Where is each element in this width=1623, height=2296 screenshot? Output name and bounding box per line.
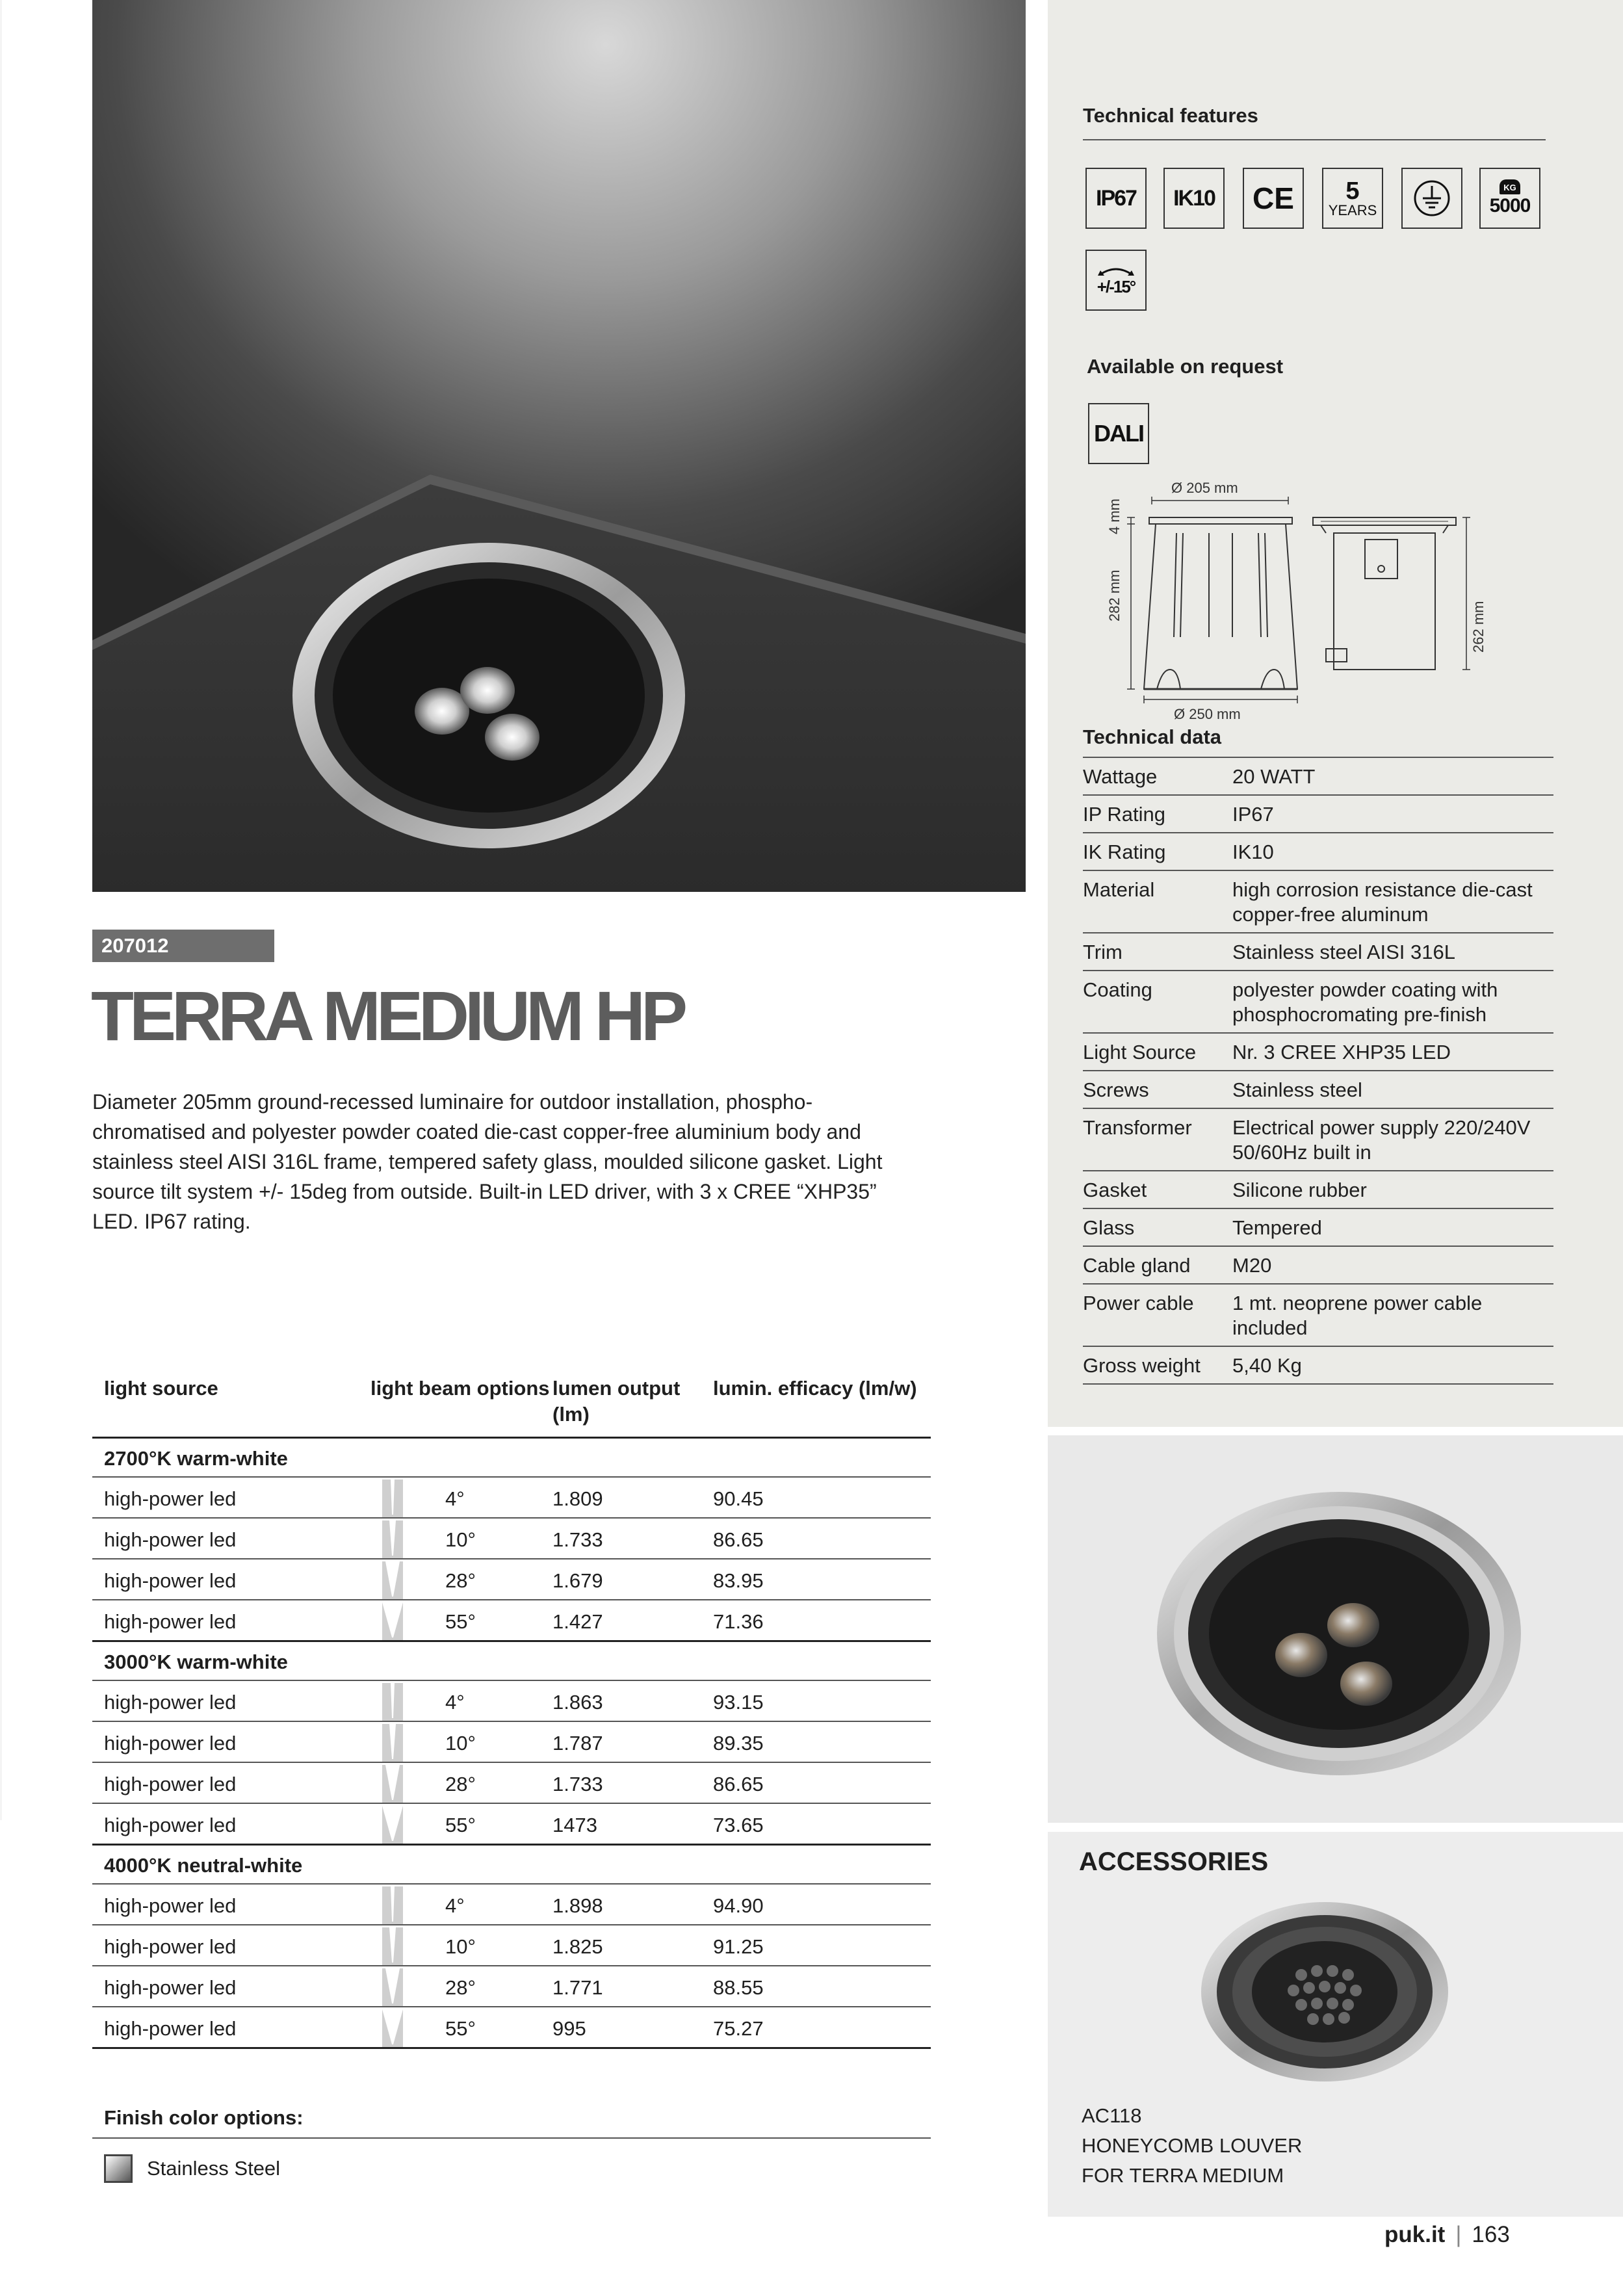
beam-angle-label: 4°	[445, 1894, 465, 1917]
brand-link[interactable]: puk.it	[1384, 2222, 1446, 2247]
data-value: IP67	[1232, 803, 1274, 826]
cell-light-source: high-power led	[104, 1814, 237, 1836]
data-value: Nr. 3 CREE XHP35 LED	[1232, 1041, 1451, 1063]
cell-beam	[370, 1885, 552, 1924]
accessory-line-2: FOR TERRA MEDIUM	[1082, 2164, 1284, 2187]
cell-light-source: high-power led	[104, 1610, 237, 1633]
divider	[1083, 139, 1546, 140]
data-row	[1083, 1246, 1553, 1283]
cell-light-source: high-power led	[104, 2017, 237, 2040]
cell-efficacy: 94.90	[713, 1894, 764, 1917]
table-row	[92, 1966, 931, 2007]
dali-icon: DALI	[1088, 403, 1149, 464]
beam-angle-label: 55°	[445, 2017, 476, 2040]
top-diameter-label: Ø 205 mm	[1171, 480, 1238, 496]
data-value: Silicone rubber	[1232, 1179, 1367, 1201]
cell-beam	[370, 2007, 552, 2047]
table-row	[92, 1925, 931, 1966]
data-key: Gross weight	[1083, 1354, 1201, 1377]
cell-light-source: high-power led	[104, 1773, 237, 1795]
cell-lumen: 995	[552, 2017, 586, 2040]
header-lumen-output: lumen output (lm)	[552, 1377, 681, 1426]
cell-lumen: 1473	[552, 1814, 597, 1836]
data-row	[1083, 1283, 1553, 1346]
data-key: IP Rating	[1083, 803, 1165, 826]
data-key: Gasket	[1083, 1179, 1147, 1201]
data-row	[1083, 832, 1553, 870]
data-value: M20	[1232, 1254, 1272, 1277]
data-key: Light Source	[1083, 1041, 1197, 1063]
cell-efficacy: 83.95	[713, 1569, 764, 1592]
data-row	[1083, 1208, 1553, 1246]
data-row	[1083, 794, 1553, 832]
ip67-icon: IP67	[1085, 168, 1147, 229]
table-end-rule	[1083, 1383, 1553, 1385]
cell-lumen: 1.787	[552, 1732, 603, 1755]
footer-separator: |	[1455, 2222, 1462, 2247]
cell-lumen: 1.733	[552, 1528, 603, 1551]
technical-features-title: Technical features	[1083, 104, 1258, 127]
cell-efficacy: 75.27	[713, 2017, 764, 2040]
cell-lumen: 1.863	[552, 1691, 603, 1714]
cell-beam	[370, 1600, 552, 1640]
data-key: Trim	[1083, 941, 1123, 963]
data-value: IK10	[1232, 841, 1274, 863]
bottom-diameter-label: Ø 250 mm	[1174, 706, 1241, 722]
cell-efficacy: 93.15	[713, 1691, 764, 1714]
cell-beam	[370, 1804, 552, 1844]
page-edge	[0, 0, 2, 1820]
data-value: 5,40 Kg	[1232, 1354, 1302, 1377]
table-row	[92, 2007, 931, 2049]
data-key: Cable gland	[1083, 1254, 1191, 1277]
data-row	[1083, 1170, 1553, 1208]
accessories-title: ACCESSORIES	[1079, 1847, 1269, 1876]
ik10-icon: IK10	[1163, 168, 1225, 229]
flange-label: 4 mm	[1106, 499, 1123, 534]
data-key: Coating	[1083, 978, 1152, 1001]
cell-efficacy: 71.36	[713, 1610, 764, 1633]
cell-beam	[370, 1478, 552, 1517]
tilt-arrow-icon	[1097, 264, 1136, 277]
cell-beam	[370, 1559, 552, 1599]
cell-efficacy: 86.65	[713, 1528, 764, 1551]
finish-option-label: Stainless Steel	[147, 2157, 281, 2180]
available-on-request-title: Available on request	[1087, 355, 1284, 378]
beam-angle-label: 55°	[445, 1610, 476, 1633]
page-number: 163	[1472, 2222, 1510, 2247]
product-code: 207012	[92, 930, 274, 962]
data-value: high corrosion resistance die-cast copper-free aluminum	[1232, 878, 1533, 926]
beam-angle-label: 28°	[445, 1773, 476, 1795]
table-row	[92, 1478, 931, 1519]
data-row	[1083, 870, 1553, 932]
beam-angle-label: 4°	[445, 1487, 465, 1510]
data-value: 20 WATT	[1232, 765, 1316, 788]
beam-angle-label: 10°	[445, 1732, 476, 1755]
data-row	[1083, 757, 1553, 794]
table-row	[92, 1885, 931, 1925]
data-value: Tempered	[1232, 1216, 1322, 1239]
load-value: 5000	[1489, 194, 1531, 216]
cell-lumen: 1.825	[552, 1935, 603, 1958]
accessory-description	[1082, 2101, 1302, 2191]
side-height-label: 262 mm	[1470, 601, 1487, 653]
data-row	[1083, 1346, 1553, 1383]
cell-lumen: 1.427	[552, 1610, 603, 1633]
header-beam-options: light beam options	[370, 1377, 550, 1400]
data-row	[1083, 1108, 1553, 1170]
cell-efficacy: 86.65	[713, 1773, 764, 1795]
cell-lumen: 1.733	[552, 1773, 603, 1795]
cell-light-source: high-power led	[104, 1487, 237, 1510]
cell-efficacy: 88.55	[713, 1976, 764, 1999]
beam-angle-label: 10°	[445, 1528, 476, 1551]
cell-light-source: high-power led	[104, 1976, 237, 1999]
cell-efficacy: 90.45	[713, 1487, 764, 1510]
accessory-line-1: HONEYCOMB LOUVER	[1082, 2134, 1303, 2157]
header-efficacy: lumin. efficacy (lm/w)	[713, 1377, 917, 1400]
total-height-label: 282 mm	[1106, 569, 1123, 621]
product-description: Diameter 205mm ground-recessed luminaire for outdoor installation, phospho-chromatised and polyester powder coated die-cast copper-free aluminium body and stainless steel AISI 316L frame, tempered safety glass, moulded silicone gasket. Light source tilt system +/- 15deg from outside. Built-in LED driver, with 3 x CREE “XHP35” LED. IP67 rating.	[92, 1090, 883, 1233]
cell-beam	[370, 1763, 552, 1803]
group-label: 2700°K warm-white	[92, 1439, 931, 1478]
hero-product-photo	[92, 0, 1026, 892]
data-key: Glass	[1083, 1216, 1135, 1239]
cell-beam	[370, 1925, 552, 1965]
group-label: 3000°K warm-white	[92, 1642, 931, 1681]
cell-beam	[370, 1681, 552, 1721]
table-row	[92, 1804, 931, 1846]
data-row	[1083, 970, 1553, 1032]
finish-title: Finish color options:	[104, 2106, 304, 2129]
cell-light-source: high-power led	[104, 1894, 237, 1917]
cell-lumen: 1.679	[552, 1569, 603, 1592]
cell-lumen: 1.898	[552, 1894, 603, 1917]
technical-drawing	[1079, 475, 1495, 725]
beam-angle-label: 28°	[445, 1569, 476, 1592]
technical-data-table	[1083, 757, 1553, 1385]
table-row	[92, 1681, 931, 1722]
cell-efficacy: 73.65	[713, 1814, 764, 1836]
cell-beam	[370, 1519, 552, 1558]
cell-beam	[370, 1966, 552, 2006]
product-closeup-photo	[1048, 1435, 1623, 1823]
accessory-code: AC118	[1082, 2104, 1142, 2127]
stainless-steel-swatch	[104, 2154, 133, 2183]
page-footer	[1384, 2222, 1510, 2248]
cell-light-source: high-power led	[104, 1691, 237, 1714]
header-light-source: light source	[104, 1377, 218, 1400]
table-row	[92, 1519, 931, 1559]
cell-lumen: 1.809	[552, 1487, 603, 1510]
ground-earth-icon	[1401, 168, 1462, 229]
warranty-label: YEARS	[1328, 202, 1377, 218]
cell-efficacy: 89.35	[713, 1732, 764, 1755]
beam-angle-label: 28°	[445, 1976, 476, 1999]
data-key: IK Rating	[1083, 841, 1166, 863]
data-key: Transformer	[1083, 1116, 1192, 1139]
cell-light-source: high-power led	[104, 1528, 237, 1551]
data-value: Electrical power supply 220/240V 50/60Hz built in	[1232, 1116, 1531, 1164]
cell-light-source: high-power led	[104, 1935, 237, 1958]
cell-beam	[370, 1722, 552, 1762]
cell-light-source: high-power led	[104, 1569, 237, 1592]
weight-kg-icon: KG	[1500, 179, 1520, 194]
table-row	[92, 1559, 931, 1600]
tilt-label: +/-15°	[1097, 276, 1136, 296]
data-key: Power cable	[1083, 1292, 1194, 1314]
data-row	[1083, 1070, 1553, 1108]
data-value: polyester powder coating with phosphocromating pre-finish	[1232, 978, 1498, 1026]
data-value: Stainless steel	[1232, 1078, 1362, 1101]
data-row	[1083, 932, 1553, 970]
warranty-number: 5	[1345, 177, 1360, 205]
cell-light-source: high-power led	[104, 1732, 237, 1755]
group-label: 4000°K neutral-white	[92, 1846, 931, 1885]
data-row	[1083, 1032, 1553, 1070]
data-key: Material	[1083, 878, 1155, 901]
product-title: TERRA MEDIUM HP	[91, 976, 683, 1055]
ce-mark-icon: CE	[1243, 168, 1304, 229]
table-row	[92, 1600, 931, 1642]
load-5000kg-icon	[1479, 168, 1540, 229]
tilt-15-degree-icon	[1085, 250, 1147, 311]
beam-angle-label: 10°	[445, 1935, 476, 1958]
five-years-warranty-icon	[1322, 168, 1383, 229]
data-value: 1 mt. neoprene power cable included	[1232, 1292, 1483, 1339]
data-key: Wattage	[1083, 765, 1158, 788]
cell-efficacy: 91.25	[713, 1935, 764, 1958]
data-value: Stainless steel AISI 316L	[1232, 941, 1455, 963]
light-output-table	[92, 1372, 931, 2049]
table-row	[92, 1722, 931, 1763]
table-header	[92, 1372, 931, 1439]
cell-lumen: 1.771	[552, 1976, 603, 1999]
data-key: Screws	[1083, 1078, 1149, 1101]
table-row	[92, 1763, 931, 1804]
beam-angle-label: 4°	[445, 1691, 465, 1714]
divider	[92, 2137, 931, 2139]
beam-angle-label: 55°	[445, 1814, 476, 1836]
technical-data-title: Technical data	[1083, 725, 1222, 748]
